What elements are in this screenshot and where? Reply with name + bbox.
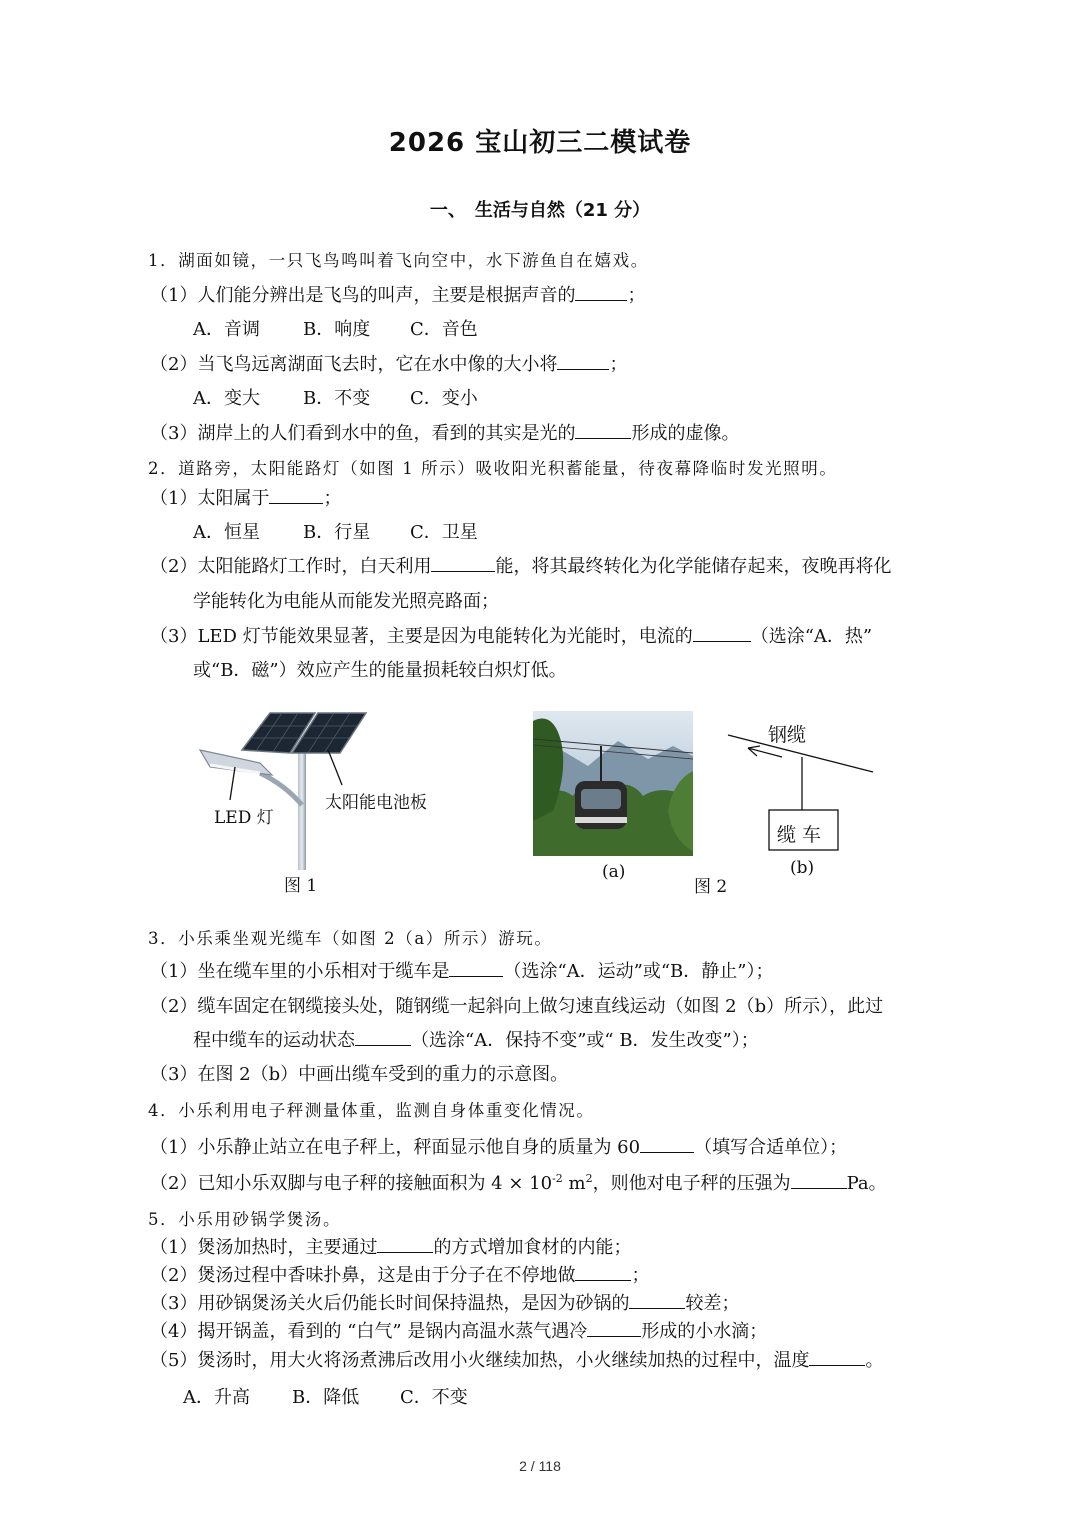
- q1-sub2-option-b[interactable]: B．不变: [303, 388, 371, 409]
- q2-sub1-option-a[interactable]: A．恒星: [193, 522, 260, 543]
- q4-stem: 4．小乐利用电子秤测量体重，监测自身体重变化情况。: [148, 1101, 595, 1120]
- answer-blank[interactable]: [575, 422, 631, 439]
- fig2b-car-label: 缆 车: [777, 824, 822, 846]
- q4-sub2-end: Pa。: [846, 1173, 887, 1194]
- q1-sub2-text: （2）当飞鸟远离湖面飞去时，它在水中像的大小将: [150, 354, 558, 375]
- q5-option-c[interactable]: C．不变: [400, 1387, 468, 1408]
- answer-blank[interactable]: [557, 353, 609, 370]
- q2-sub3-cont: 或“B．磁”）效应产生的能量损耗较白炽灯低。: [193, 660, 567, 681]
- q5-sub3: [150, 1289, 739, 1315]
- q1-sub2-end: ；: [609, 354, 628, 375]
- q5-sub4-end: 形成的小水滴；: [641, 1321, 768, 1342]
- q1-sub3: [150, 419, 739, 445]
- q1-sub2: [150, 350, 627, 376]
- answer-blank[interactable]: [449, 960, 503, 977]
- q3-sub1: [150, 957, 774, 983]
- answer-blank[interactable]: [629, 1292, 685, 1309]
- q2-sub2-end: 能，将其最终转化为化学能储存起来，夜晚再将化: [495, 556, 892, 577]
- q3-stem: 3．小乐乘坐观光缆车（如图 2（a）所示）游玩。: [148, 929, 553, 948]
- q1-sub2-option-c[interactable]: C．变小: [410, 388, 478, 409]
- fig2-caption: 图 2: [694, 877, 728, 897]
- q5-sub5-text: （5）煲汤时，用大火将汤煮沸后改用小火继续加热，小火继续加热的过程中，温度: [150, 1350, 810, 1371]
- q5-sub2: [150, 1261, 649, 1287]
- fig1-led-label: LED 灯: [214, 808, 274, 828]
- q4-sub2: [150, 1169, 887, 1195]
- cable-car-window: [581, 789, 621, 809]
- answer-blank[interactable]: [377, 1236, 433, 1253]
- q5-sub1-end: 的方式增加食材的内能；: [433, 1237, 632, 1258]
- q1-stem: 1．湖面如镜，一只飞鸟鸣叫着飞向空中，水下游鱼自在嬉戏。: [148, 251, 649, 270]
- q5-sub5: [150, 1346, 883, 1372]
- answer-blank[interactable]: [587, 1320, 641, 1337]
- fig2b-label: (b): [790, 858, 815, 878]
- q3-sub3: （3）在图 2（b）中画出缆车受到的重力的示意图。: [150, 1064, 569, 1085]
- lamp-pole: [298, 745, 306, 870]
- q5-option-b[interactable]: B．降低: [292, 1387, 360, 1408]
- q5-sub4: [150, 1317, 767, 1343]
- q3-sub1-end: （选涂“A．运动”或“B．静止”）；: [503, 961, 774, 982]
- q1-sub2-option-a[interactable]: A．变大: [193, 388, 260, 409]
- q5-sub1: [150, 1233, 631, 1259]
- panel-pointer-line: [328, 750, 342, 785]
- cable-car-stripe: [575, 817, 627, 823]
- q2-sub3-text: （3）LED 灯节能效果显著，主要是因为电能转化为光能时，电流的: [150, 626, 693, 647]
- q4-sub1-text: （1）小乐静止站立在电子秤上，秤面显示他自身的质量为 60: [150, 1137, 641, 1158]
- q3-sub2-cont: [193, 1026, 759, 1052]
- q5-sub4-text: （4）揭开锅盖，看到的 “白气” 是锅内高温水蒸气遇冷: [150, 1321, 588, 1342]
- q2-sub1-option-b[interactable]: B．行星: [303, 522, 371, 543]
- section-heading: 一、 生活与自然（21 分）: [429, 200, 651, 221]
- q1-sub3-text: （3）湖岸上的人们看到水中的鱼，看到的其实是光的: [150, 423, 576, 444]
- q2-sub1: [150, 484, 341, 510]
- page-number: 2 / 118: [519, 1458, 561, 1474]
- q2-stem: 2．道路旁，太阳能路灯（如图 1 所示）吸收阳光积蓄能量，待夜幕降临时发光照明。: [148, 459, 838, 478]
- q2-sub3: [150, 622, 872, 648]
- page-title: 2026 宝山初三二模试卷: [388, 128, 692, 158]
- q5-sub3-text: （3）用砂锅煲汤关火后仍能长时间保持温热，是因为砂锅的: [150, 1293, 630, 1314]
- fig2a-label: (a): [602, 862, 626, 882]
- answer-blank[interactable]: [269, 487, 323, 504]
- answer-blank[interactable]: [640, 1136, 694, 1153]
- fig2b-cable-label: 钢缆: [768, 724, 807, 746]
- q2-sub3-end: （选涂“A．热”: [750, 626, 873, 647]
- exponent-2: 2: [585, 1172, 593, 1185]
- answer-blank[interactable]: [809, 1349, 865, 1366]
- q1-sub1: [150, 281, 645, 307]
- q2-sub2-text: （2）太阳能路灯工作时，白天利用: [150, 556, 432, 577]
- q2-sub2: [150, 552, 891, 578]
- q5-sub2-text: （2）煲汤过程中香味扑鼻，这是由于分子在不停地做: [150, 1265, 576, 1286]
- unit-m: m: [562, 1173, 586, 1194]
- q2-sub1-end: ；: [323, 488, 342, 509]
- q5-sub1-text: （1）煲汤加热时，主要通过: [150, 1237, 378, 1258]
- q1-sub1-option-a[interactable]: A．音调: [193, 319, 260, 340]
- answer-blank[interactable]: [693, 625, 751, 642]
- q3-sub2-end: （选涂“A．保持不变”或“ B．发生改变”）；: [411, 1030, 759, 1051]
- figure-2a-cable-car-photo: [533, 711, 693, 856]
- q1-sub3-end: 形成的虚像。: [631, 423, 740, 444]
- q1-sub1-text: （1）人们能分辨出是飞鸟的叫声，主要是根据声音的: [150, 285, 576, 306]
- lamp-arm: [260, 773, 302, 805]
- q5-stem: 5．小乐用砂锅学煲汤。: [148, 1210, 342, 1229]
- q2-sub1-text: （1）太阳属于: [150, 488, 270, 509]
- q1-sub1-end: ；: [627, 285, 646, 306]
- q2-sub2-cont: 学能转化为电能从而能发光照亮路面；: [193, 591, 499, 612]
- q4-sub2-mid: ，则他对电子秤的压强为: [592, 1173, 791, 1194]
- answer-blank[interactable]: [431, 555, 495, 572]
- lamp-head: [200, 750, 272, 775]
- q4-sub1-end: （填写合适单位）；: [694, 1137, 848, 1158]
- answer-blank[interactable]: [355, 1029, 411, 1046]
- q4-sub1: [150, 1133, 847, 1159]
- q5-sub5-end: 。: [865, 1350, 884, 1371]
- fig1-caption: 图 1: [284, 876, 318, 896]
- q2-sub1-option-c[interactable]: C．卫星: [410, 522, 478, 543]
- q5-sub2-end: ；: [631, 1265, 650, 1286]
- fig1-panel-label: 太阳能电池板: [325, 793, 427, 813]
- q4-sub2-text: （2）已知小乐双脚与电子秤的接触面积为 4 × 10: [150, 1173, 553, 1194]
- q3-sub2-text: 程中缆车的运动状态: [193, 1030, 355, 1051]
- answer-blank[interactable]: [575, 1264, 631, 1281]
- q1-sub1-option-b[interactable]: B．响度: [303, 319, 371, 340]
- q5-sub3-end: 较差；: [685, 1293, 740, 1314]
- led-pointer-line: [230, 767, 235, 800]
- q1-sub1-option-c[interactable]: C．音色: [410, 319, 478, 340]
- q3-sub2: （2）缆车固定在钢缆接头处，随钢缆一起斜向上做匀速直线运动（如图 2（b）所示），此过: [150, 996, 884, 1017]
- exponent: -2: [552, 1172, 563, 1185]
- q5-option-a[interactable]: A．升高: [183, 1387, 250, 1408]
- q3-sub1-text: （1）坐在缆车里的小乐相对于缆车是: [150, 961, 450, 982]
- answer-blank[interactable]: [791, 1172, 847, 1189]
- answer-blank[interactable]: [575, 284, 627, 301]
